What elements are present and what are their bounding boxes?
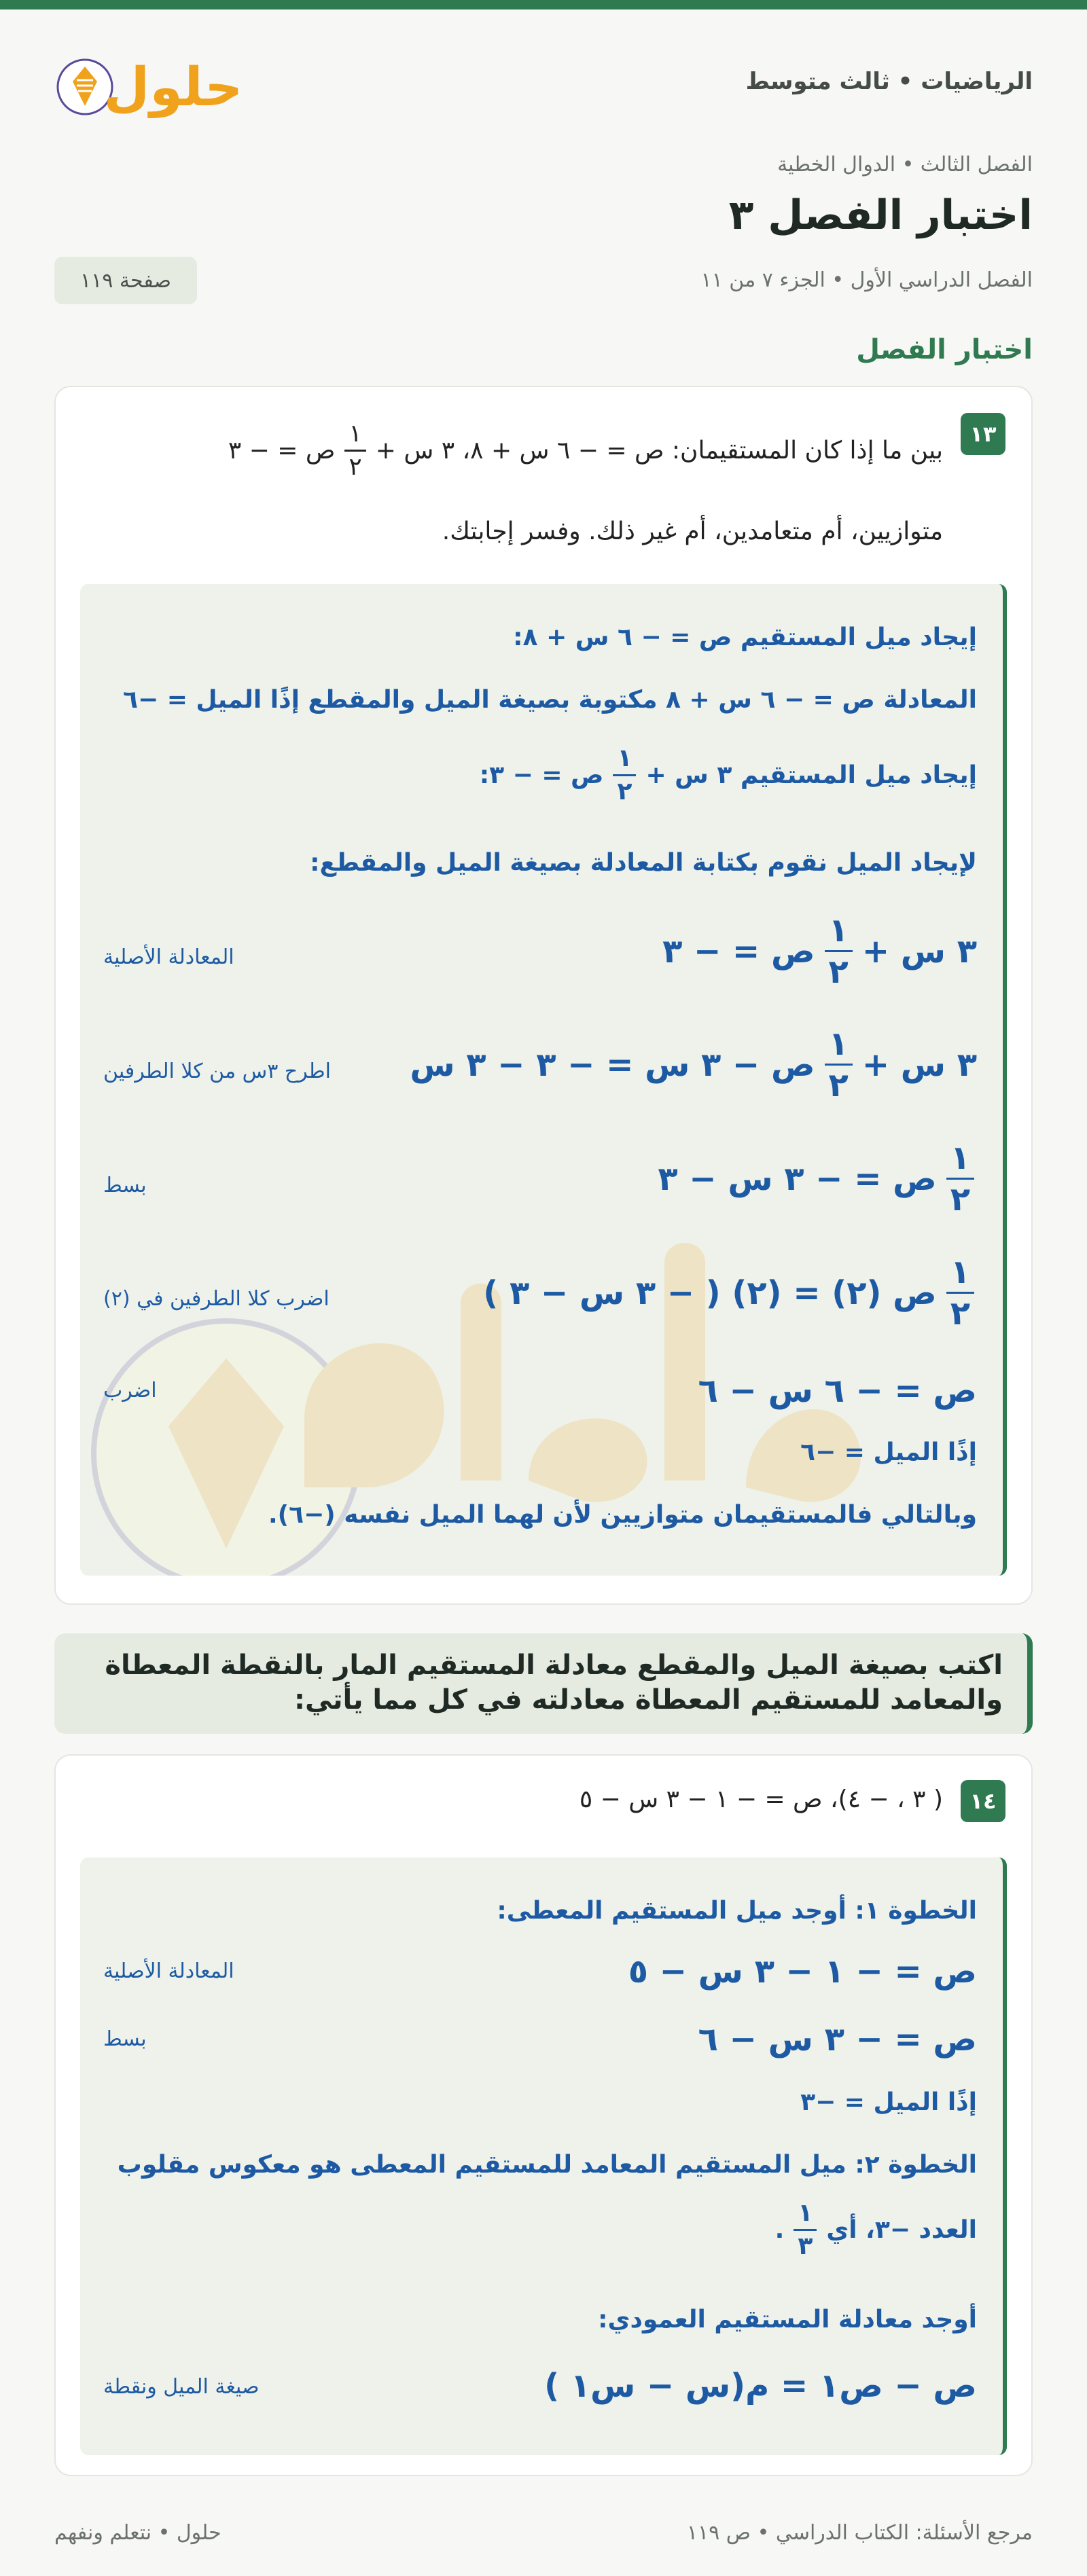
equation-part: ص − ٣ س = − ٣ − ٣ س — [410, 1045, 815, 1084]
solution-step: لإيجاد الميل نقوم بكتابة المعادلة بصيغة الميل والمقطع: — [310, 849, 977, 877]
step-note: بسط — [103, 1174, 147, 1197]
solution-step-part: إيجاد ميل المستقيم ٣ س + — [645, 761, 977, 789]
solution-step: الخطوة ٢: ميل المستقيم المعامد للمستقيم المعطى هو معكوس مقلوب — [117, 2151, 977, 2179]
step-note: اضرب كلا الطرفين في (٢) — [103, 1287, 329, 1311]
subject-label: الرياضيات • ثالث متوسط — [745, 68, 1033, 95]
fraction-half — [946, 1255, 974, 1331]
page-title: اختبار الفصل ٣ — [728, 192, 1033, 239]
section-heading: اختبار الفصل — [856, 334, 1033, 365]
instruction-banner: اكتب بصيغة الميل والمقطع معادلة المستقيم المار بالنقطة المعطاة والمعامد للمستقيم المعطاة معادلته في كل مما يأتي: — [54, 1633, 1033, 1734]
page-badge: صفحة ١١٩ — [54, 257, 197, 304]
question-text-part-a: بين ما إذا كان المستقيمان: ص = − ٦ س + ٨، ٣ س + — [375, 436, 943, 465]
hulul-logo — [54, 48, 251, 126]
question-text-part-b: ص = − ٣ — [228, 436, 336, 465]
fraction-denominator: ٢ — [950, 1180, 970, 1219]
equation-part: ٣ س + — [861, 932, 977, 970]
fraction-numerator: ١ — [825, 1027, 853, 1066]
fraction-half — [825, 913, 853, 990]
fraction-numerator: ١ — [946, 1141, 974, 1180]
equation-line — [662, 913, 977, 990]
solution-conclusion: وبالتالي فالمستقيمان متوازيين لأن لهما الميل نفسه (−٦). — [268, 1501, 977, 1529]
fraction-denominator: ٢ — [828, 953, 849, 992]
equation-line — [658, 1141, 977, 1217]
step-note: المعادلة الأصلية — [103, 1959, 234, 1983]
fraction-half — [946, 1141, 974, 1217]
top-accent-bar — [0, 0, 1087, 10]
question-text-line2: متوازيين، أم متعامدين، أم غير ذلك. وفسر إجابتك. — [442, 518, 943, 545]
equation-line: ص = − ١ − ٣ س − ٥ — [628, 1953, 977, 1991]
chapter-line: الفصل الثالث • الدوال الخطية — [777, 153, 1033, 177]
step-note: بسط — [103, 2027, 147, 2051]
page-footer — [54, 2521, 1033, 2548]
equation-part: ص = − ٣ س − ٣ — [658, 1159, 937, 1198]
equation-line: ص = − ٦ س − ٦ — [698, 1372, 977, 1410]
logo-text: حلول — [103, 57, 243, 118]
equation-line — [483, 1255, 977, 1331]
footer-reference: مرجع الأسئلة: الكتاب الدراسي • ص ١١٩ — [686, 2521, 1033, 2545]
solution-step — [775, 2200, 977, 2260]
fraction-third — [794, 2200, 817, 2260]
step-note: اطرح ٣س من كلا الطرفين — [103, 1059, 331, 1083]
fraction-denominator: ٣ — [798, 2232, 813, 2260]
solution-step: إيجاد ميل المستقيم ص = − ٦ س + ٨: — [513, 623, 977, 651]
step-note: صيغة الميل ونقطة — [103, 2375, 260, 2399]
step-note: اضرب — [103, 1379, 157, 1402]
equation-part: ص = − ٣ — [662, 932, 815, 970]
question-card-13 — [54, 386, 1033, 1605]
fraction-half — [613, 746, 636, 805]
fraction-numerator: ١ — [825, 913, 853, 952]
solution-step-part: . — [774, 2215, 785, 2244]
equation-line: ص = − ٣ س − ٦ — [698, 2020, 977, 2058]
fraction-denominator: ٢ — [349, 452, 362, 481]
fraction-denominator: ٢ — [950, 1294, 970, 1333]
question-text — [228, 421, 943, 480]
solution-step: إذًا الميل = −٦ — [800, 1438, 977, 1466]
solution-step: أوجد معادلة المستقيم العمودي: — [598, 2306, 977, 2334]
equation-part: ص (٢) = (٢) ( − ٣ س − ٣ ) — [483, 1273, 937, 1312]
solution-step — [480, 746, 977, 805]
solution-box — [80, 1857, 1007, 2455]
question-number-badge: ١٤ — [961, 1780, 1005, 1822]
solution-step: المعادلة ص = − ٦ س + ٨ مكتوبة بصيغة الميل والمقطع إذًا الميل = −٦ — [123, 686, 977, 714]
fraction-half — [825, 1027, 853, 1103]
step-note: المعادلة الأصلية — [103, 945, 234, 969]
fraction-numerator: ١ — [794, 2200, 817, 2231]
fraction-numerator: ١ — [613, 746, 636, 776]
fraction-half — [344, 421, 366, 480]
solution-step: إذًا الميل = −٣ — [800, 2088, 977, 2116]
equation-line — [410, 1027, 977, 1103]
footer-brand: حلول • نتعلم ونفهم — [54, 2521, 221, 2545]
solution-step-part: ص = − ٣: — [479, 761, 604, 789]
question-number-badge: ١٣ — [961, 413, 1005, 455]
question-card-14 — [54, 1754, 1033, 2476]
solution-step: الخطوة ١: أوجد ميل المستقيم المعطى: — [497, 1897, 977, 1925]
question-text: ( ٣ ، − ٤)، ص = − ١ − ٣ س − ٥ — [579, 1785, 943, 1813]
fraction-denominator: ٢ — [617, 777, 632, 805]
solution-step-part: العدد −٣، أي — [826, 2215, 977, 2244]
equation-line: ص − ص١ = م(س − س١ ) — [544, 2367, 977, 2405]
fraction-numerator: ١ — [344, 421, 366, 452]
page-header — [54, 48, 1033, 129]
semester-meta: الفصل الدراسي الأول • الجزء ٧ من ١١ — [700, 268, 1033, 292]
solution-box — [80, 584, 1007, 1576]
fraction-numerator: ١ — [946, 1255, 974, 1294]
equation-part: ٣ س + — [861, 1045, 977, 1084]
fraction-denominator: ٢ — [828, 1066, 849, 1105]
